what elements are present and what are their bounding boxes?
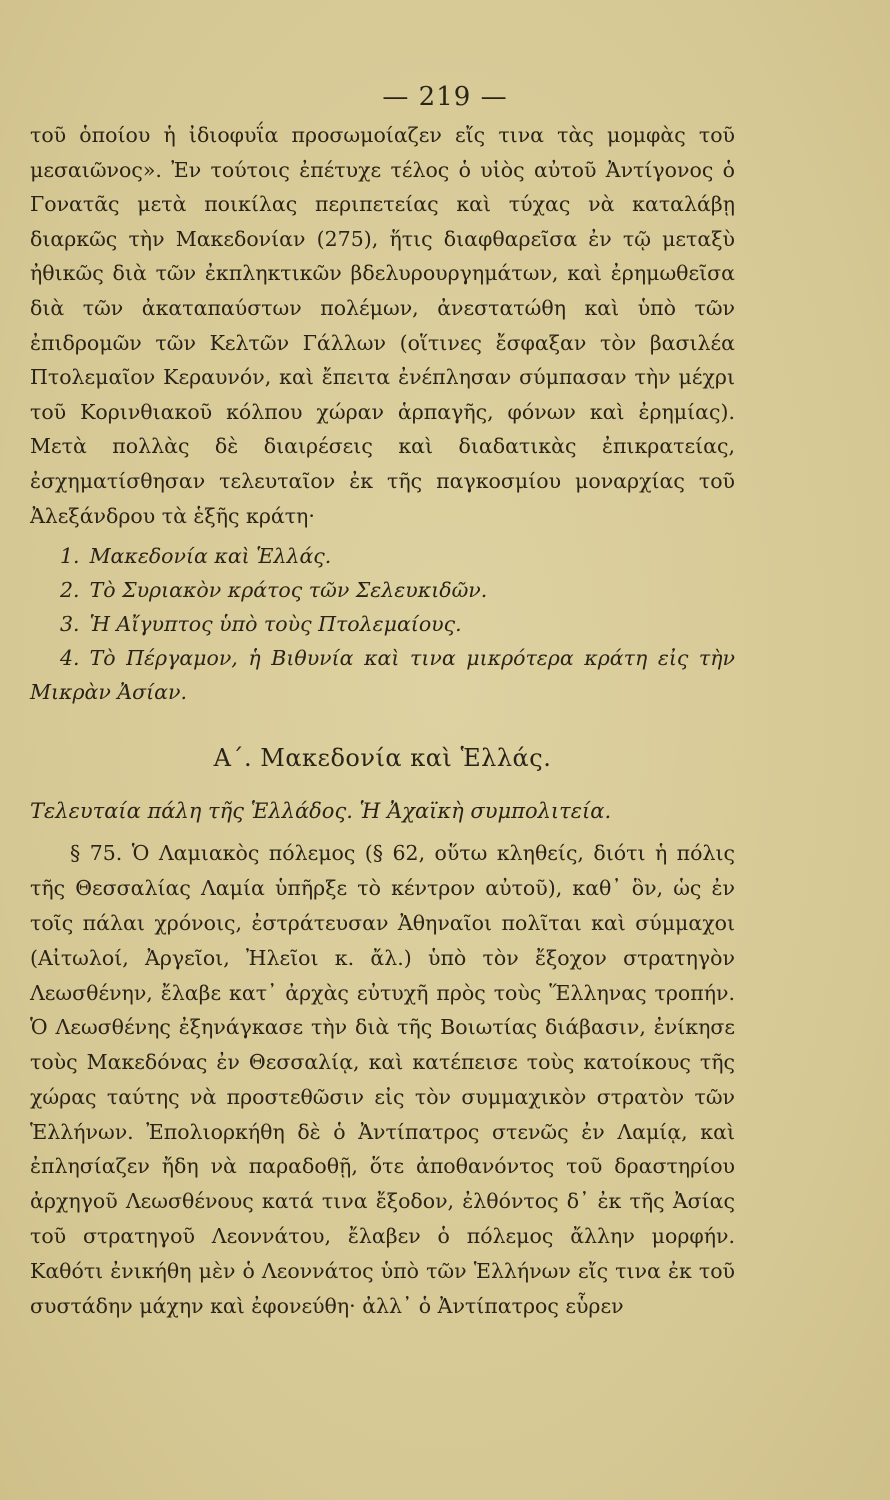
kingdoms-list <box>30 539 735 709</box>
list-item-number: 1. <box>60 544 80 569</box>
list-item-number: 3. <box>60 612 80 637</box>
page-content <box>30 118 735 1323</box>
list-item-text: Μακεδονία καὶ Ἑλλάς. <box>89 544 332 569</box>
list-item-text: Τὸ Πέργαμον, ἡ Βιθυνία καὶ τινα μικρότερα κράτη εἰς τὴν Μικρὰν Ἀσίαν. <box>30 646 735 705</box>
section-paragraph: § 75. Ὁ Λαμιακὸς πόλεμος (§ 62, οὕτω κληθείς, διότι ἡ πόλις τῆς Θεσσαλίας Λαμία ὑπῆρξε τὸ κέντρον αὐτοῦ), καθ᾽ ὃν, ὡς ἐν τοῖς πάλαι χρόνοις, ἐστράτευσαν Ἀθηναῖοι πολῖται καὶ σύμμαχοι (Αἰτωλοί, Ἀργεῖοι, Ἠλεῖοι κ. ἄλ.) ὑπὸ τὸν ἔξοχον στρατηγὸν Λεωσθένην, ἔλαβε κατ᾽ ἀρχὰς εὐτυχῆ πρὸς τοὺς Ἕλληνας τροπήν. Ὁ Λεωσθένης ἐξηνάγκασε τὴν διὰ τῆς Βοιωτίας διάβασιν, ἐνίκησε τοὺς Μακεδόνας ἐν Θεσσαλίᾳ, καὶ κατέπεισε τοὺς κατοίκους τῆς χώρας ταύτης νὰ προστεθῶσιν εἰς τὸν συμμαχικὸν στρατὸν τῶν Ἑλλήνων. Ἐπολιορκήθη δὲ ὁ Ἀντίπατρος στενῶς ἐν Λαμίᾳ, καὶ ἐπλησίαζεν ἤδη νὰ παραδοθῇ, ὅτε ἀποθανόντος τοῦ δραστηρίου ἀρχηγοῦ Λεωσθένους κατά τινα ἔξοδον, ἐλθόντος δ᾽ ἐκ τῆς Ἀσίας τοῦ στρατηγοῦ Λεοννάτου, ἔλαβεν ὁ πόλεμος ἄλλην μορφήν. Καθότι ἐνικήθη μὲν ὁ Λεοννάτος ὑπὸ τῶν Ἑλλήνων εἴς τινα ἐκ τοῦ συστάδην μάχην καὶ ἐφονεύθη· ἀλλ᾽ ὁ Ἀντίπατρος εὗρεν <box>30 841 735 1318</box>
list-item <box>30 641 735 709</box>
list-item-text: Τὸ Συριακὸν κράτος τῶν Σελευκιδῶν. <box>89 578 488 603</box>
section-subtitle: Τελευταία πάλη τῆς Ἑλλάδος. Ἡ Ἀχαϊκὴ συμπολιτεία. <box>30 798 612 823</box>
list-item <box>30 573 735 607</box>
intro-paragraph: τοῦ ὁποίου ἡ ἰδιοφυΐα προσωμοίαζεν εἴς τινα τὰς μομφὰς τοῦ μεσαιῶνος». Ἐν τούτοις ἐπέτυχε τέλος ὁ υἱὸς αὐτοῦ Ἀντίγονος ὁ Γονατᾶς μετὰ ποικίλας περιπετείας καὶ τύχας νὰ καταλάβῃ διαρκῶς τὴν Μακεδονίαν (275), ἥτις διαφθαρεῖσα ἐν τῷ μεταξὺ ἠθικῶς διὰ τῶν ἐκπληκτικῶν βδελυρουργημάτων, καὶ ἐρημωθεῖσα διὰ τῶν ἀκαταπαύστων πολέμων, ἀνεστατώθη καὶ ὑπὸ τῶν ἐπιδρομῶν τῶν Κελτῶν Γάλλων (οἵτινες ἔσφαξαν τὸν βασιλέα Πτολεμαῖον Κεραυνόν, καὶ ἔπειτα ἐνέπλησαν σύμπασαν τὴν μέχρι τοῦ Κορινθιακοῦ κόλπου χώραν ἁρπαγῆς, φόνων καὶ ἐρημίας). Μετὰ πολλὰς δὲ διαιρέσεις καὶ διαδατικὰς ἐπικρατείας, ἐσχηματίσθησαν τελευταῖον ἐκ τῆς παγκοσμίου μοναρχίας τοῦ Ἀλεξάνδρου τὰ ἑξῆς κράτη· <box>30 123 735 528</box>
list-item <box>30 607 735 641</box>
page-number: — 219 — <box>382 82 508 112</box>
list-item <box>30 539 735 573</box>
section-title: Α΄. Μακεδονία καὶ Ἑλλάς. <box>213 744 552 773</box>
list-item-number: 2. <box>60 578 80 603</box>
list-item-number: 4. <box>60 646 80 671</box>
list-item-text: Ἡ Αἴγυπτος ὑπὸ τοὺς Πτολεμαίους. <box>89 612 462 637</box>
